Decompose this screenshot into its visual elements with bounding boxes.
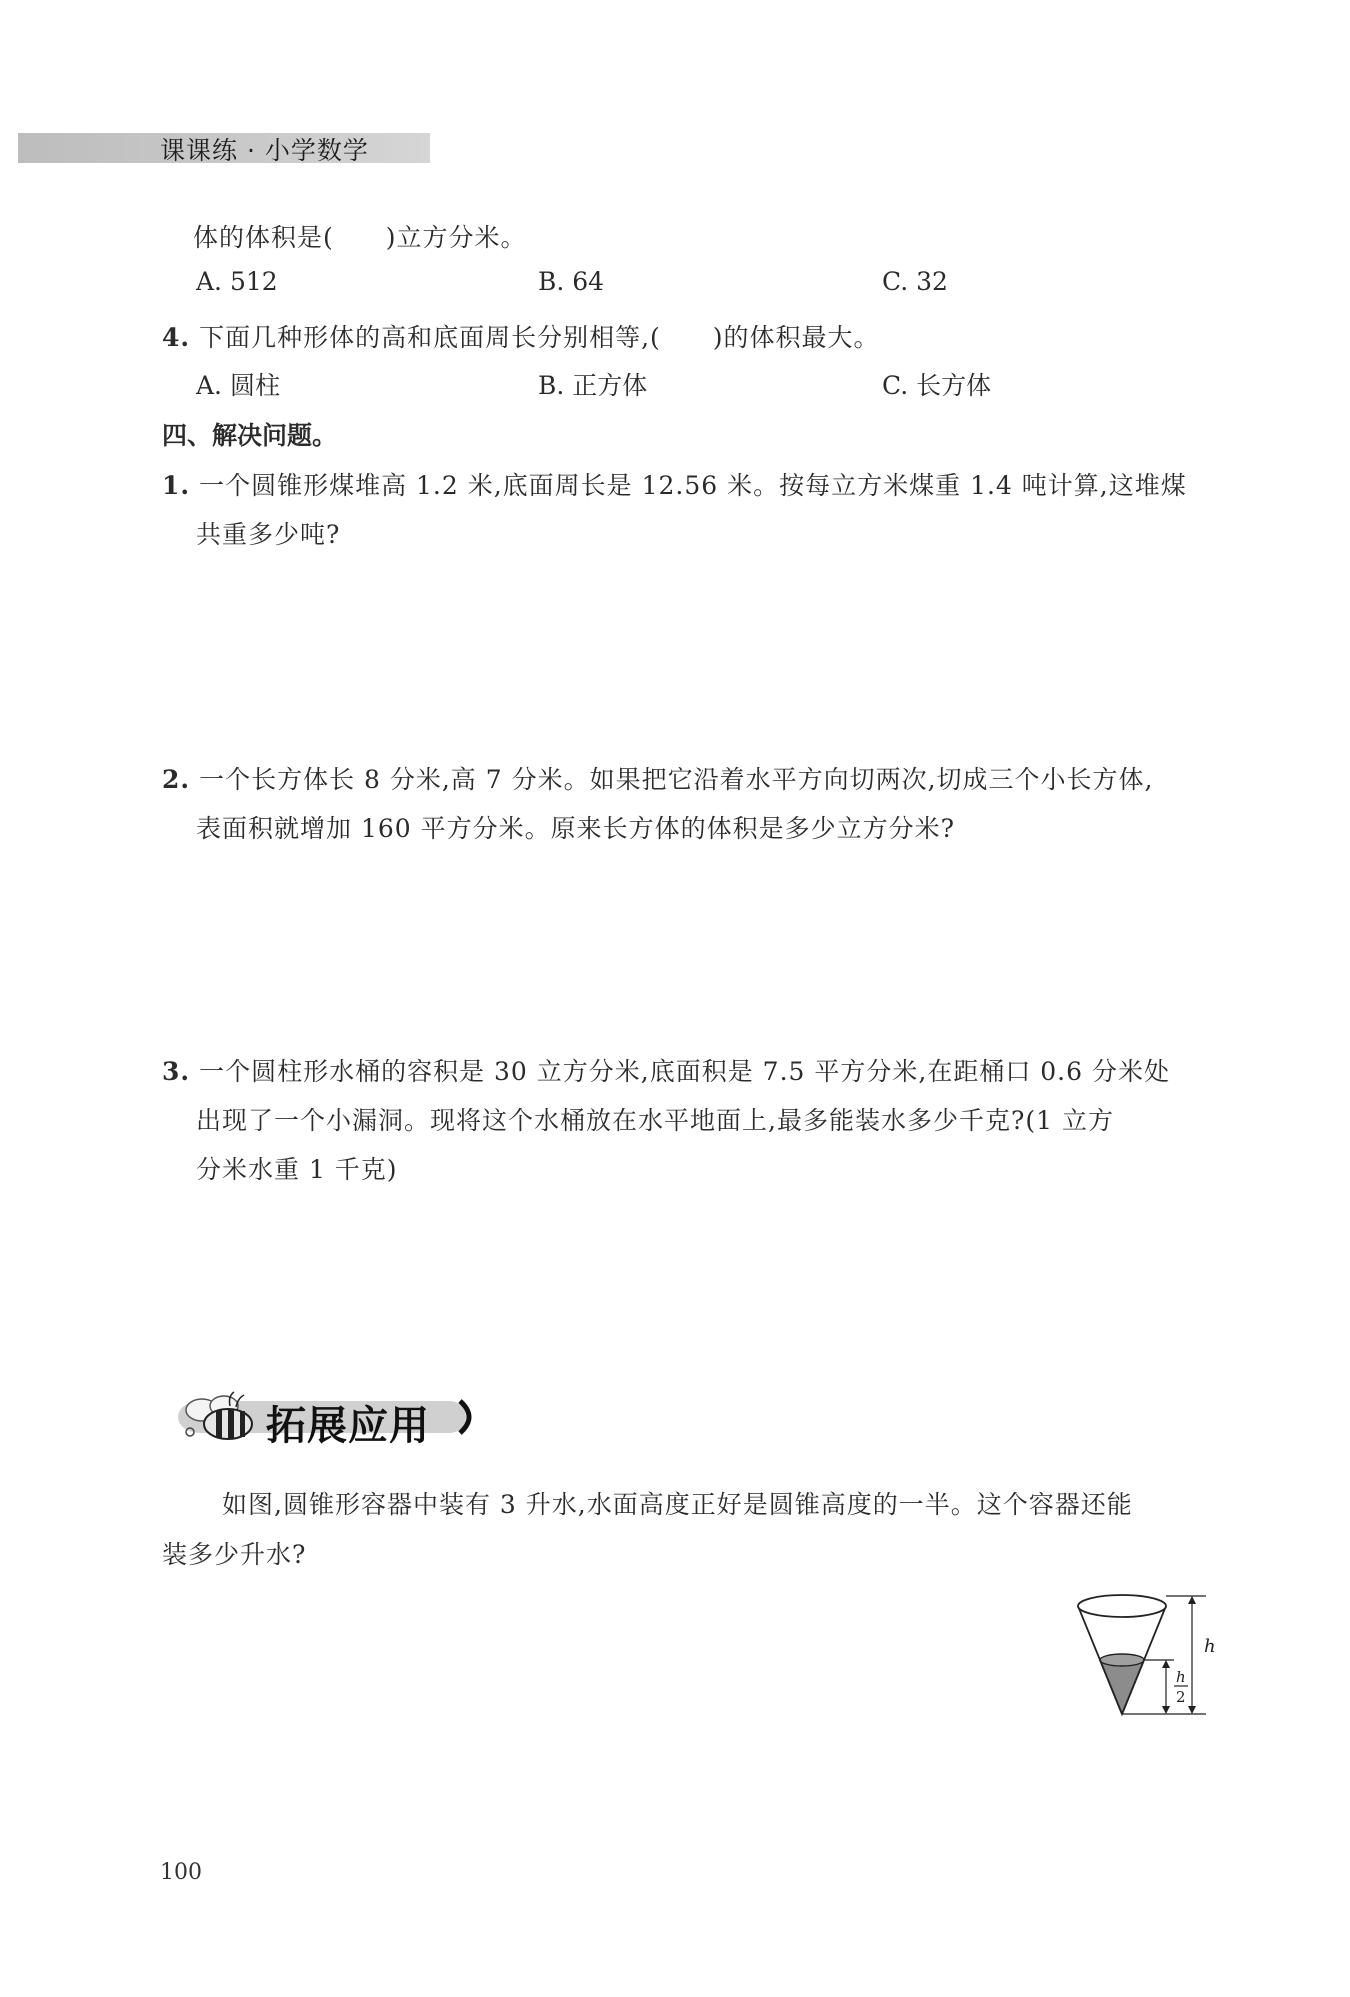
header-title: 课课练 · 小学数学 — [160, 136, 369, 165]
label-half-numerator: h — [1176, 1668, 1186, 1686]
problem-2-line-1: 2. 一个长方体长 8 分米,高 7 分米。如果把它沿着水平方向切两次,切成三个小长方体, — [162, 765, 1154, 794]
q3-option-b: B. 64 — [538, 267, 605, 296]
extension-title: 拓展应用 — [266, 1403, 430, 1449]
q3-tail: 体的体积是( )立方分米。 — [193, 223, 527, 252]
problem-3-line-2: 出现了一个小漏洞。现将这个水桶放在水平地面上,最多能装水多少千克?(1 立方 — [196, 1106, 1114, 1135]
extension-line-1: 如图,圆锥形容器中装有 3 升水,水面高度正好是圆锥高度的一半。这个容器还能 — [222, 1490, 1133, 1519]
extension-line-2: 装多少升水? — [162, 1540, 307, 1569]
label-half-denominator: 2 — [1176, 1688, 1186, 1706]
label-h: h — [1204, 1636, 1216, 1657]
cone-figure — [1070, 1574, 1240, 1724]
q4-line: 4. 下面几种形体的高和底面周长分别相等,( )的体积最大。 — [162, 323, 880, 352]
page-number: 100 — [160, 1860, 202, 1885]
q3-option-a: A. 512 — [196, 267, 278, 296]
problem-3-line-1: 3. 一个圆柱形水桶的容积是 30 立方分米,底面积是 7.5 平方分米,在距桶口 0.6 分米处 — [162, 1057, 1170, 1086]
problem-1-line-2: 共重多少吨? — [196, 520, 341, 549]
q3-option-c: C. 32 — [882, 267, 948, 296]
q4-option-a: A. 圆柱 — [196, 371, 280, 400]
q4-option-c: C. 长方体 — [882, 371, 992, 400]
problem-2-line-2: 表面积就增加 160 平方分米。原来长方体的体积是多少立方分米? — [196, 814, 956, 843]
problem-1-line-1: 1. 一个圆锥形煤堆高 1.2 米,底面周长是 12.56 米。按每立方米煤重 1.4 吨计算,这堆煤 — [162, 471, 1187, 500]
problem-3-line-3: 分米水重 1 千克) — [196, 1155, 398, 1184]
q4-option-b: B. 正方体 — [538, 371, 648, 400]
section-title: 四、解决问题。 — [162, 421, 338, 450]
